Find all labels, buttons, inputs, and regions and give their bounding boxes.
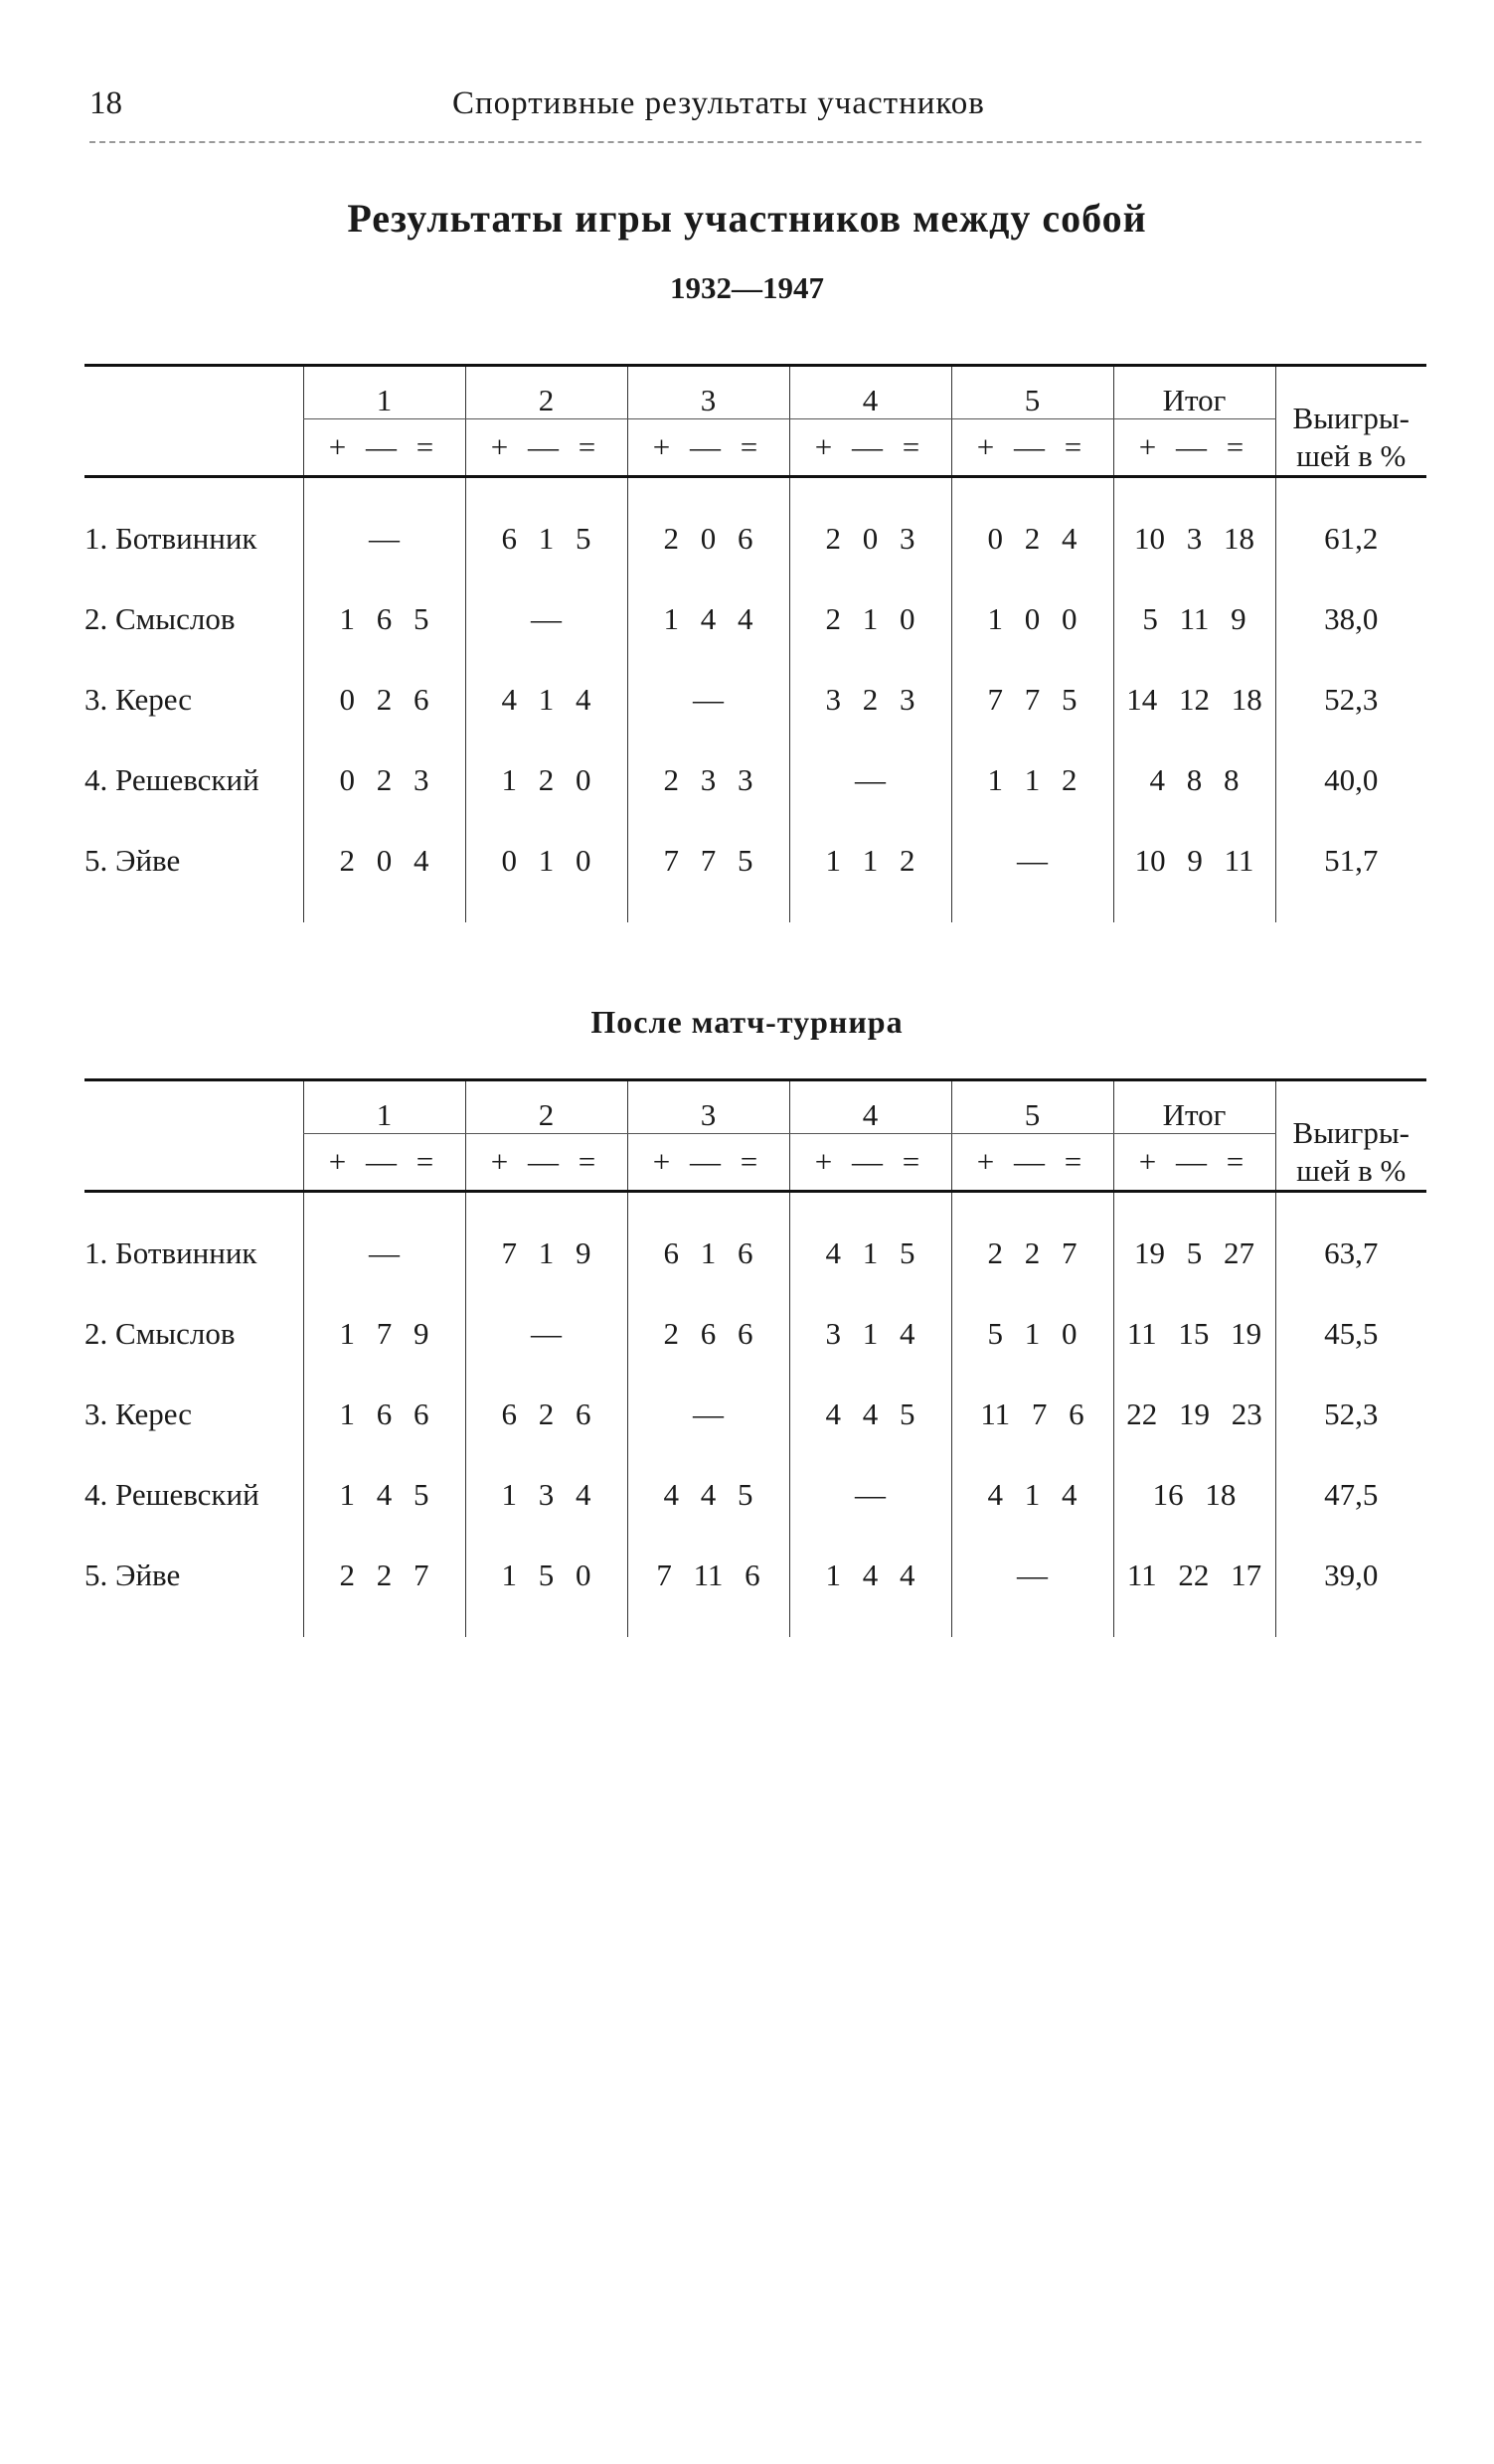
total-cell: 11 22 17 [1113,1535,1275,1615]
col-head-4: 4 [789,366,951,419]
percent-label-line-2: шей в % [1296,1153,1407,1188]
corner-cell [84,1134,303,1192]
score-cell: 1 6 6 [303,1374,465,1454]
col-head-2: 2 [465,366,627,419]
score-cell: 0 2 4 [951,498,1113,578]
total-cell: 14 12 18 [1113,659,1275,739]
percent-cell: 40,0 [1275,739,1426,820]
sign-head: + — = [627,419,789,477]
col-head-percent [1275,366,1426,477]
table-row [84,1535,1426,1615]
percent-cell: 52,3 [1275,1374,1426,1454]
player-name: 1. Ботвинник [84,520,257,556]
score-cell: 6 2 6 [465,1374,627,1454]
score-cell: 1 6 5 [303,578,465,659]
sign-head: + — = [789,1134,951,1192]
results-table-after-match-tournament [84,1078,1426,1637]
table-row [84,578,1426,659]
player-name: 5. Эйве [84,1557,181,1592]
table-row [84,659,1426,739]
score-cell: — [789,1454,951,1535]
score-cell: 4 1 4 [465,659,627,739]
percent-label-line-1: Выигры- [1292,401,1410,435]
score-cell: 3 1 4 [789,1293,951,1374]
total-cell: 10 3 18 [1113,498,1275,578]
percent-cell: 38,0 [1275,578,1426,659]
score-cell: 1 1 2 [789,820,951,901]
player-name: 1. Ботвинник [84,1234,257,1270]
sign-head: + — = [465,419,627,477]
score-cell: 1 0 0 [951,578,1113,659]
col-head-3: 3 [627,366,789,419]
player-name: 2. Смыслов [84,1315,236,1351]
percent-cell: 51,7 [1275,820,1426,901]
sign-head: + — = [951,419,1113,477]
percent-label-line-2: шей в % [1296,438,1407,473]
years-subtitle: 1932—1947 [670,270,824,305]
player-name: 5. Эйве [84,842,181,878]
score-cell: 4 1 5 [789,1213,951,1293]
score-cell: 2 3 3 [627,739,789,820]
player-name: 4. Решевский [84,761,259,797]
total-cell: 22 19 23 [1113,1374,1275,1454]
score-cell: 1 1 2 [951,739,1113,820]
total-cell: 4 8 8 [1113,739,1275,820]
score-cell: — [951,820,1113,901]
sign-head: + — = [1113,419,1275,477]
score-cell: — [303,498,465,578]
score-cell: 2 0 3 [789,498,951,578]
score-cell: — [951,1535,1113,1615]
col-head-1: 1 [303,1080,465,1134]
table-row [84,1374,1426,1454]
score-cell: — [627,659,789,739]
col-head-1: 1 [303,366,465,419]
score-cell: 4 4 5 [789,1374,951,1454]
player-name: 2. Смыслов [84,600,236,636]
sign-head: + — = [303,419,465,477]
running-title: Спортивные результаты участников [452,85,985,121]
results-table-1932-1947 [84,364,1426,922]
score-cell: 1 3 4 [465,1454,627,1535]
sign-head: + — = [951,1134,1113,1192]
score-cell: — [627,1374,789,1454]
table-row [84,1293,1426,1374]
score-cell: 1 4 5 [303,1454,465,1535]
score-cell: 0 2 6 [303,659,465,739]
percent-cell: 63,7 [1275,1213,1426,1293]
col-head-total: Итог [1113,366,1275,419]
player-name: 3. Керес [84,1396,193,1431]
score-cell: 3 2 3 [789,659,951,739]
col-head-3: 3 [627,1080,789,1134]
score-cell: 7 1 9 [465,1213,627,1293]
score-cell: 4 1 4 [951,1454,1113,1535]
sign-head: + — = [465,1134,627,1192]
sign-head: + — = [627,1134,789,1192]
score-cell: — [789,739,951,820]
score-cell: 0 2 3 [303,739,465,820]
header-rule [89,141,1421,143]
score-cell: 2 0 6 [627,498,789,578]
col-head-percent [1275,1080,1426,1192]
total-cell: 5 11 9 [1113,578,1275,659]
score-cell: 2 2 7 [303,1535,465,1615]
corner-cell [84,1080,303,1134]
score-cell: 2 0 4 [303,820,465,901]
score-cell: — [303,1213,465,1293]
percent-cell: 52,3 [1275,659,1426,739]
score-cell: 2 1 0 [789,578,951,659]
score-cell: 5 1 0 [951,1293,1113,1374]
score-cell: — [465,578,627,659]
col-head-total: Итог [1113,1080,1275,1134]
percent-label-line-1: Выигры- [1292,1115,1410,1150]
percent-cell: 45,5 [1275,1293,1426,1374]
table-row [84,739,1426,820]
score-cell: 2 2 7 [951,1213,1113,1293]
col-head-4: 4 [789,1080,951,1134]
percent-cell: 47,5 [1275,1454,1426,1535]
corner-cell [84,366,303,419]
percent-cell: 61,2 [1275,498,1426,578]
col-head-5: 5 [951,366,1113,419]
score-cell: 1 5 0 [465,1535,627,1615]
score-cell: 7 7 5 [951,659,1113,739]
table-row [84,1454,1426,1535]
col-head-2: 2 [465,1080,627,1134]
table-row [84,1213,1426,1293]
score-cell: 1 2 0 [465,739,627,820]
sign-head: + — = [789,419,951,477]
score-cell: 0 1 0 [465,820,627,901]
score-cell: 7 7 5 [627,820,789,901]
table-row [84,498,1426,578]
player-name: 4. Решевский [84,1476,259,1512]
score-cell: 11 7 6 [951,1374,1113,1454]
sign-head: + — = [1113,1134,1275,1192]
sign-head: + — = [303,1134,465,1192]
total-cell: 10 9 11 [1113,820,1275,901]
page-title: Результаты игры участников между собой [347,196,1147,241]
total-cell: 19 5 27 [1113,1213,1275,1293]
corner-cell [84,419,303,477]
score-cell: 6 1 6 [627,1213,789,1293]
player-name: 3. Керес [84,681,193,717]
section-subtitle: После матч-турнира [590,1004,904,1040]
score-cell: 2 6 6 [627,1293,789,1374]
total-cell: 16 18 [1113,1454,1275,1535]
score-cell: 1 4 4 [789,1535,951,1615]
percent-cell: 39,0 [1275,1535,1426,1615]
total-cell: 11 15 19 [1113,1293,1275,1374]
score-cell: — [465,1293,627,1374]
score-cell: 4 4 5 [627,1454,789,1535]
score-cell: 1 7 9 [303,1293,465,1374]
score-cell: 6 1 5 [465,498,627,578]
page-number: 18 [89,85,122,121]
score-cell: 1 4 4 [627,578,789,659]
col-head-5: 5 [951,1080,1113,1134]
score-cell: 7 11 6 [627,1535,789,1615]
table-row [84,820,1426,901]
